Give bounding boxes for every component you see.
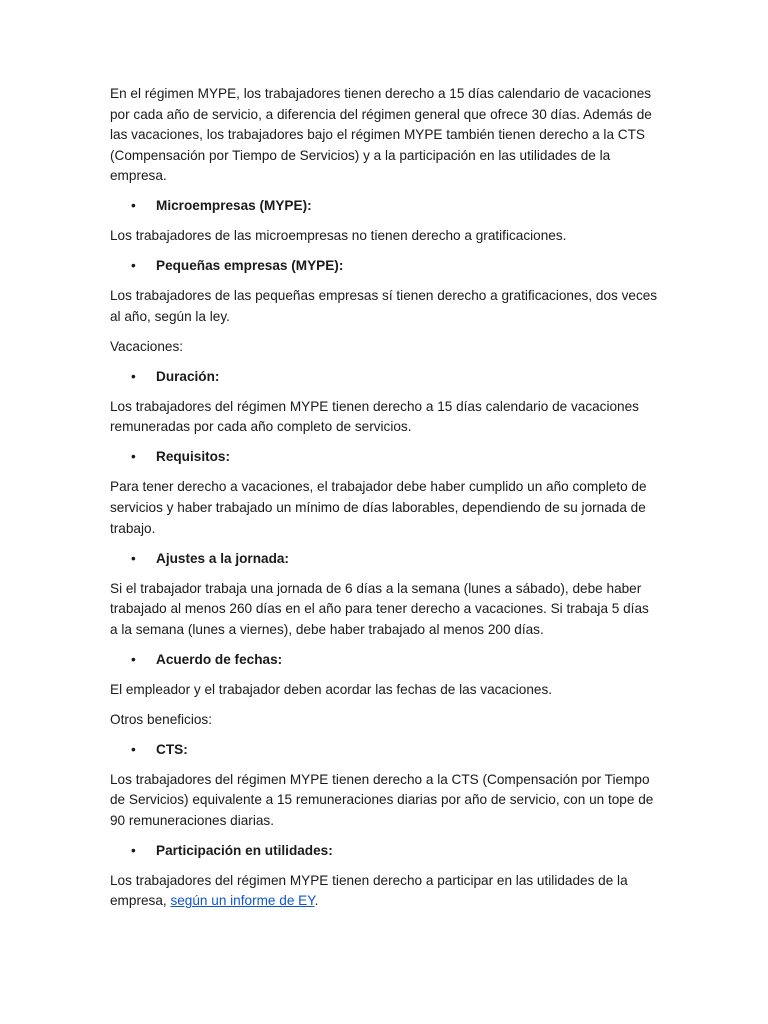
bullet-icon: •	[131, 258, 136, 274]
bullet-heading: Acuerdo de fechas:	[156, 651, 283, 667]
participacion-period: .	[314, 893, 319, 909]
otros-beneficios-label: Otros beneficios:	[110, 711, 212, 727]
bullet-requisitos	[110, 447, 658, 468]
bullet-microempresas	[110, 196, 658, 217]
bullet-duracion	[110, 367, 658, 388]
requisitos-paragraph: Para tener derecho a vacaciones, el trabajador debe haber cumplido un año completo de servicios y haber trabajado un mínimo de días laborables, dependiendo de su jornada de trabajo.	[110, 479, 647, 536]
microempresas-paragraph: Los trabajadores de las microempresas no tienen derecho a gratificaciones.	[110, 228, 567, 244]
acuerdo-paragraph: El empleador y el trabajador deben acordar las fechas de las vacaciones.	[110, 681, 553, 697]
bullet-heading: Ajustes a la jornada:	[156, 550, 289, 566]
bullet-icon: •	[131, 449, 136, 465]
participacion-paragraph	[110, 871, 658, 912]
bullet-icon: •	[131, 741, 136, 757]
bullet-icon: •	[131, 651, 136, 667]
bullet-participacion-utilidades	[110, 841, 658, 862]
bullet-icon: •	[131, 842, 136, 858]
bullet-acuerdo-fechas	[110, 650, 658, 671]
bullet-heading: Pequeñas empresas (MYPE):	[156, 258, 344, 274]
intro-paragraph: En el régimen MYPE, los trabajadores tienen derecho a 15 días calendario de vacaciones por cada año de servicio, a diferencia del régimen general que ofrece 30 días. Además de las vacaciones, los trabajadores bajo el régimen MYPE también tienen derecho a la CTS (Compensación por Tiempo de Servicios) y a la participación en las utilidades de la empresa.	[110, 86, 652, 184]
bullet-cts	[110, 740, 658, 761]
bullet-icon: •	[131, 198, 136, 214]
bullet-icon: •	[131, 368, 136, 384]
bullet-heading: Requisitos:	[156, 449, 231, 465]
bullet-pequenas-empresas	[110, 256, 658, 277]
bullet-heading: Microempresas (MYPE):	[156, 198, 312, 214]
ey-report-link[interactable]: según un informe de EY	[170, 893, 315, 909]
bullet-heading: CTS:	[156, 741, 188, 757]
cts-paragraph: Los trabajadores del régimen MYPE tienen derecho a la CTS (Compensación por Tiempo de Servicios) equivalente a 15 remuneraciones diarias por año de servicio, con un tope de 90 remuneraciones diarias.	[110, 771, 654, 828]
vacaciones-label: Vacaciones:	[110, 338, 184, 354]
bullet-heading: Participación en utilidades:	[156, 842, 333, 858]
participacion-text: Los trabajadores del régimen MYPE tienen derecho a participar en las utilidades de la empresa,	[110, 872, 628, 909]
duracion-paragraph: Los trabajadores del régimen MYPE tienen derecho a 15 días calendario de vacaciones remuneradas por cada año completo de servicios.	[110, 398, 639, 435]
ajustes-paragraph: Si el trabajador trabaja una jornada de 6 días a la semana (lunes a sábado), debe haber trabajado al menos 260 días en el año para tener derecho a vacaciones. Si trabaja 5 días a la semana (lunes a viernes), debe haber trabajado al menos 200 días.	[110, 580, 649, 637]
bullet-ajustes-jornada	[110, 549, 658, 570]
document-page	[110, 84, 658, 921]
pequenas-empresas-paragraph: Los trabajadores de las pequeñas empresas sí tienen derecho a gratificaciones, dos veces al año, según la ley.	[110, 288, 658, 324]
bullet-icon: •	[131, 550, 136, 566]
bullet-heading: Duración:	[156, 368, 220, 384]
